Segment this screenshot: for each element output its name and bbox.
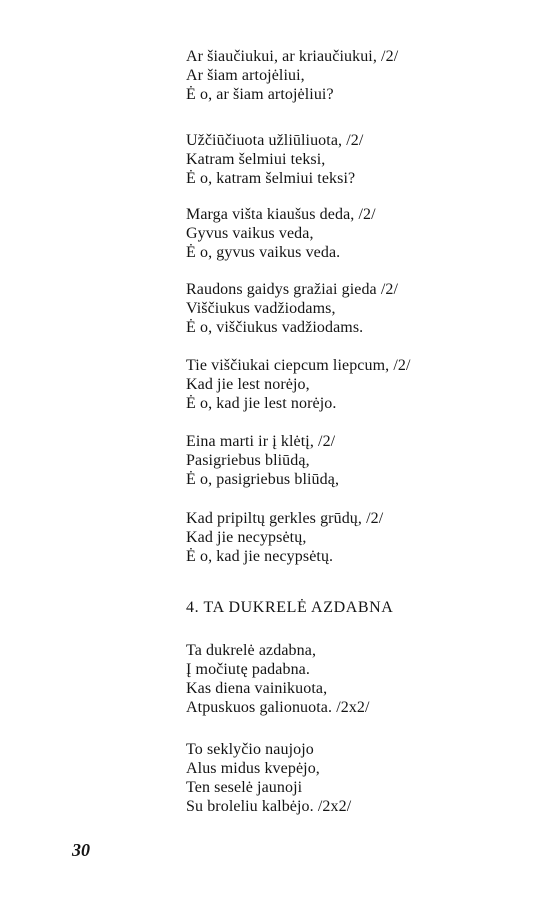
verse-line: Ė o, gyvus vaikus veda. <box>186 244 341 261</box>
verse-line: Ė o, pasigriebus bliūdą, <box>186 471 340 488</box>
verse-line: Pasigriebus bliūdą, <box>186 452 310 469</box>
stanza-6 <box>186 432 486 489</box>
song-stanza-2 <box>186 740 486 816</box>
verse-line: Ė o, kad jie necypsėtų. <box>186 548 334 565</box>
verse-line: Viščiukus vadžiodams, <box>186 300 336 317</box>
stanza-5 <box>186 356 486 413</box>
verse-line: Ten seselė jaunoji <box>186 779 303 796</box>
verse-line: To seklyčio naujojo <box>186 741 314 758</box>
verse-line: Ė o, kad jie lest norėjo. <box>186 395 337 412</box>
verse-line: Kad jie lest norėjo, <box>186 376 310 393</box>
verse-line: Atpuskuos galionuota. /2x2/ <box>186 699 370 716</box>
verse-line: Ė o, ar šiam artojėliui? <box>186 86 334 103</box>
stanza-3 <box>186 205 486 262</box>
verse-line: Alus midus kvepėjo, <box>186 760 320 777</box>
verse-line: Užčiūčiuota užliūliuota, /2/ <box>186 132 364 149</box>
verse-line: Su broleliu kalbėjo. /2x2/ <box>186 798 352 815</box>
verse-line: Kas diena vainikuota, <box>186 680 328 697</box>
verse-line: Gyvus vaikus veda, <box>186 225 314 242</box>
verse-line: Ė o, viščiukus vadžiodams. <box>186 319 364 336</box>
verse-line: Ė o, katram šelmiui teksi? <box>186 170 356 187</box>
verse-line: Raudons gaidys gražiai gieda /2/ <box>186 281 399 298</box>
page-number: 30 <box>72 840 90 860</box>
stanza-1 <box>186 47 486 104</box>
verse-line: Į močiutę padabna. <box>186 661 310 678</box>
stanza-7 <box>186 509 486 566</box>
verse-line: Kad jie necypsėtų, <box>186 529 307 546</box>
song-title: 4. TA DUKRELĖ AZDABNA <box>186 599 394 616</box>
stanza-2 <box>186 131 486 188</box>
verse-line: Eina marti ir į klėtį, /2/ <box>186 433 336 450</box>
verse-line: Ta dukrelė azdabna, <box>186 642 317 659</box>
verse-line: Tie viščiukai ciepcum liepcum, /2/ <box>186 357 411 374</box>
stanza-4 <box>186 280 486 337</box>
verse-line: Kad pripiltų gerkles grūdų, /2/ <box>186 510 384 527</box>
verse-line: Katram šelmiui teksi, <box>186 151 326 168</box>
verse-line: Ar šiaučiukui, ar kriaučiukui, /2/ <box>186 48 399 65</box>
verse-line: Marga višta kiaušus deda, /2/ <box>186 206 376 223</box>
song-stanza-1 <box>186 641 486 717</box>
verse-line: Ar šiam artojėliui, <box>186 67 305 84</box>
